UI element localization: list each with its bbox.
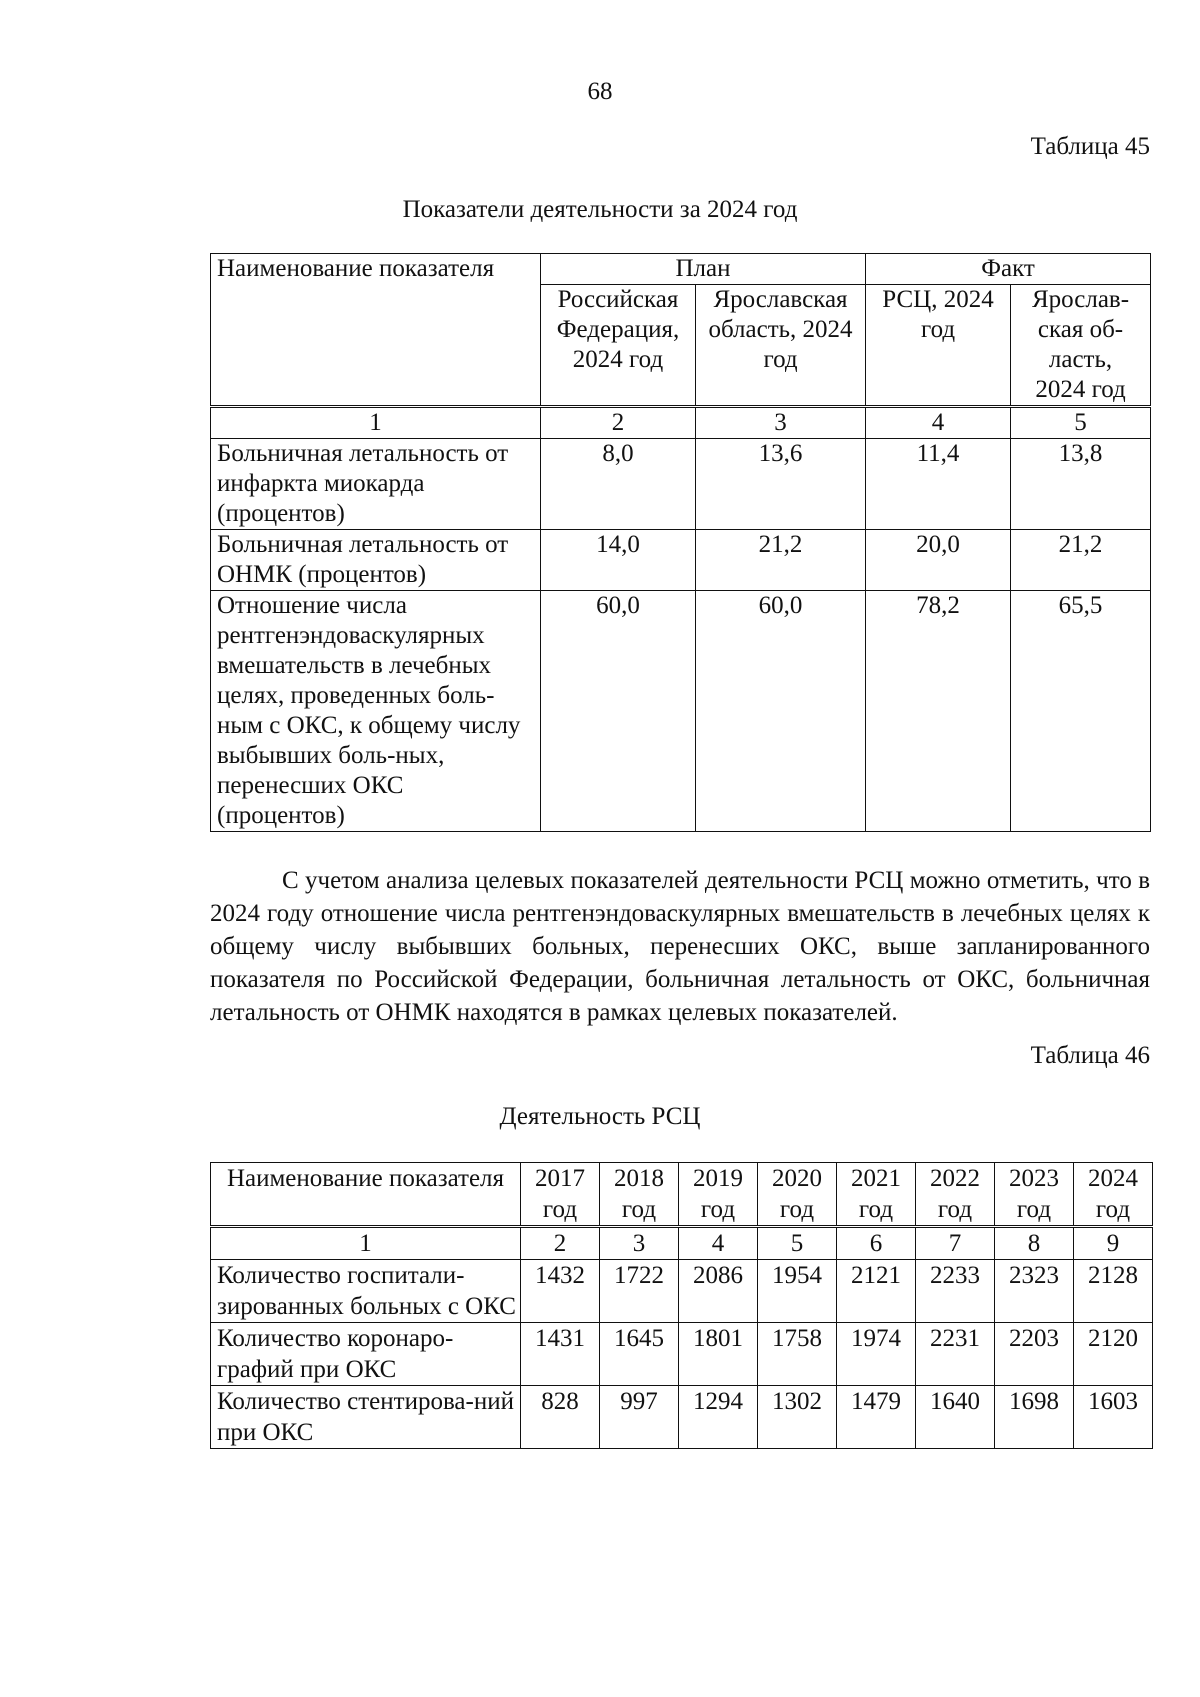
cell-value: 14,0 <box>541 530 696 591</box>
header-fact-rsc: РСЦ, 2024 год <box>866 285 1011 407</box>
header-year: 2020 год <box>758 1163 837 1227</box>
row-name: Количество госпитали-зированных больных с ОКС <box>211 1260 521 1323</box>
body-paragraph <box>210 864 1150 1029</box>
cell-value: 1974 <box>837 1323 916 1386</box>
cell-value: 2128 <box>1074 1260 1153 1323</box>
table-45-title: Показатели деятельности за 2024 год <box>402 196 798 223</box>
cell-value: 1302 <box>758 1386 837 1449</box>
col-number: 3 <box>696 407 866 439</box>
row-name: Отношение числа рентгенэндоваскулярных вмешательств в лечебных целях, проведенных боль-ным с ОКС, к общему числу выбывших боль-ных, перенесших ОКС (процентов) <box>211 591 541 832</box>
table-46-label: Таблица 46 <box>1030 1042 1150 1069</box>
cell-value: 60,0 <box>541 591 696 832</box>
col-number: 1 <box>211 407 541 439</box>
row-name: Количество стентирова-ний при ОКС <box>211 1386 521 1449</box>
cell-value: 997 <box>600 1386 679 1449</box>
cell-value: 13,8 <box>1011 439 1151 530</box>
table-row <box>211 1386 1153 1449</box>
cell-value: 1645 <box>600 1323 679 1386</box>
header-year: 2024 год <box>1074 1163 1153 1227</box>
col-number: 2 <box>541 407 696 439</box>
cell-value: 78,2 <box>866 591 1011 832</box>
table-row <box>211 530 1151 591</box>
col-number: 5 <box>758 1227 837 1260</box>
col-number: 7 <box>916 1227 995 1260</box>
cell-value: 2323 <box>995 1260 1074 1323</box>
cell-value: 21,2 <box>1011 530 1151 591</box>
header-plan-rf: Российская Федерация, 2024 год <box>541 285 696 407</box>
cell-value: 1432 <box>521 1260 600 1323</box>
cell-value: 1954 <box>758 1260 837 1323</box>
table-row <box>211 1323 1153 1386</box>
cell-value: 1801 <box>679 1323 758 1386</box>
header-name: Наименование показателя <box>211 254 541 407</box>
cell-value: 828 <box>521 1386 600 1449</box>
cell-value: 1698 <box>995 1386 1074 1449</box>
cell-value: 1722 <box>600 1260 679 1323</box>
cell-value: 65,5 <box>1011 591 1151 832</box>
cell-value: 2231 <box>916 1323 995 1386</box>
cell-value: 2086 <box>679 1260 758 1323</box>
header-year: 2023 год <box>995 1163 1074 1227</box>
header-year: 2018 год <box>600 1163 679 1227</box>
cell-value: 2203 <box>995 1323 1074 1386</box>
col-number: 8 <box>995 1227 1074 1260</box>
col-number: 4 <box>679 1227 758 1260</box>
table-row <box>211 591 1151 832</box>
cell-value: 20,0 <box>866 530 1011 591</box>
table-46 <box>210 1162 1153 1449</box>
col-number: 6 <box>837 1227 916 1260</box>
header-plan: План <box>541 254 866 285</box>
col-number: 4 <box>866 407 1011 439</box>
header-fact: Факт <box>866 254 1151 285</box>
col-number: 3 <box>600 1227 679 1260</box>
cell-value: 21,2 <box>696 530 866 591</box>
header-year: 2019 год <box>679 1163 758 1227</box>
table-45 <box>210 253 1151 832</box>
col-number: 5 <box>1011 407 1151 439</box>
table-45-label: Таблица 45 <box>1030 133 1150 160</box>
cell-value: 11,4 <box>866 439 1011 530</box>
cell-value: 8,0 <box>541 439 696 530</box>
table-46-title: Деятельность РСЦ <box>499 1103 701 1130</box>
cell-value: 1758 <box>758 1323 837 1386</box>
header-plan-yar: Ярославская область, 2024 год <box>696 285 866 407</box>
paragraph-text: С учетом анализа целевых показателей деятельности РСЦ можно отметить, что в 2024 году отношение числа рентгенэндоваскулярных вмешательств в лечебных целях к общему числу выбывших больных, перенесших ОКС, выше запланированного показателя по Российской Федерации, больничная летальность от ОКС, больничная летальность от ОНМК находятся в рамках целевых показателей. <box>210 867 1150 1026</box>
cell-value: 1479 <box>837 1386 916 1449</box>
cell-value: 2121 <box>837 1260 916 1323</box>
col-number: 1 <box>211 1227 521 1260</box>
col-number: 9 <box>1074 1227 1153 1260</box>
row-name: Количество коронаро-графий при ОКС <box>211 1323 521 1386</box>
cell-value: 1640 <box>916 1386 995 1449</box>
table-row <box>211 1260 1153 1323</box>
cell-value: 60,0 <box>696 591 866 832</box>
cell-value: 2233 <box>916 1260 995 1323</box>
cell-value: 13,6 <box>696 439 866 530</box>
row-name: Больничная летальность от инфаркта миокарда (процентов) <box>211 439 541 530</box>
header-fact-yar: Ярослав-ская об-ласть, 2024 год <box>1011 285 1151 407</box>
header-name: Наименование показателя <box>211 1163 521 1227</box>
header-year: 2022 год <box>916 1163 995 1227</box>
cell-value: 2120 <box>1074 1323 1153 1386</box>
cell-value: 1294 <box>679 1386 758 1449</box>
header-year: 2021 год <box>837 1163 916 1227</box>
cell-value: 1603 <box>1074 1386 1153 1449</box>
row-name: Больничная летальность от ОНМК (процентов) <box>211 530 541 591</box>
cell-value: 1431 <box>521 1323 600 1386</box>
header-year: 2017 год <box>521 1163 600 1227</box>
table-row <box>211 439 1151 530</box>
page-number: 68 <box>587 78 613 105</box>
col-number: 2 <box>521 1227 600 1260</box>
